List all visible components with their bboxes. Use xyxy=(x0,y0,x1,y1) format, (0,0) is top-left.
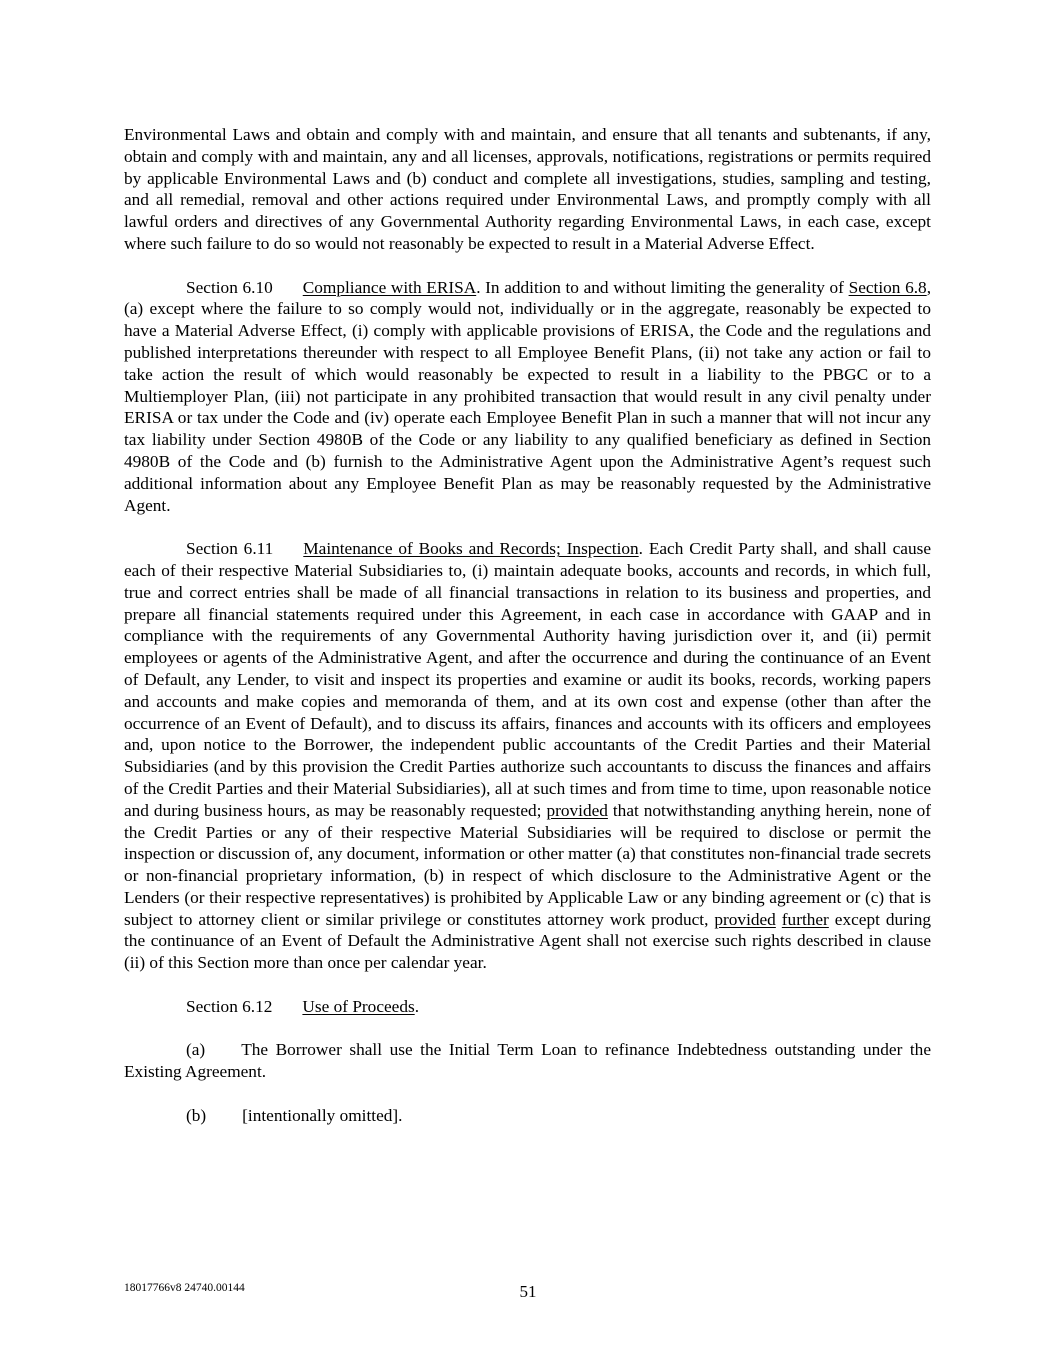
clause-b xyxy=(124,1105,931,1127)
section-6-10-number: Section 6.10 xyxy=(186,277,273,297)
section-6-8-reference: Section 6.8 xyxy=(848,277,927,297)
clause-b-text: [intentionally omitted]. xyxy=(242,1105,403,1125)
section-6-11-number: Section 6.11 xyxy=(186,539,274,559)
clause-a-label: (a) xyxy=(186,1040,206,1060)
section-6-11: Section 6.11 Maintenance of Books and Records; Inspection. Each Credit Party shall, and shall cause each of their respective Material Subsidiaries to, (i) maintain adequate books, accounts and records, in which full, true and correct entries shall be made of all financial transactions in relation to its business and properties, and prepare all financial statements required under this Agreement, in each case in accordance with GAAP and in compliance with the requirements of any Governmental Authority having jurisdiction over it, and (ii) permit employees or agents of the Administrative Agent, and after the occurrence and during the continuance of an Event of Default, any Lender, to visit and inspect its properties and examine or audit its books, records, working papers and accounts and make copies and memoranda of them, and at its own cost and expense (other than after the occurrence of an Event of Default), and to discuss its affairs, finances and accounts with its officers and employees and, upon notice to the Borrower, the independent public accountants of the Credit Parties and their Material Subsidiaries (and by this provision the Credit Parties authorize such accountants to discuss the finances and affairs of the Credit Parties and their Material Subsidiaries), all at such times and from time to time, upon reasonable notice and during business hours, as may be reasonably requested; provided that notwithstanding anything herein, none of the Credit Parties or any of their respective Material Subsidiaries will be required to disclose or permit the inspection or discussion of, any document, information or other matter (a) that constitutes non-financial trade secrets or non-financial proprietary information, (b) in respect of which disclosure to the Administrative Agent or the Lenders (or their respective representatives) is prohibited by Applicable Law or any binding agreement or (c) that is subject to attorney client or similar privilege or constitutes attorney work product, provided further except during the continuance of an Event of Default the Administrative Agent shall not exercise such rights described in clause (ii) of this Section more than once per calendar year. xyxy=(124,539,931,973)
document-id: 18017766v8 24740.00144 xyxy=(124,1282,245,1294)
further-term: further xyxy=(781,909,829,929)
clause-a-text: The Borrower shall use the Initial Term Loan to refinance Indebtedness outstanding under the Existing Agreement. xyxy=(124,1040,931,1082)
section-6-10: Section 6.10 Compliance with ERISA. In addition to and without limiting the generality of Section 6.8, (a) except where the failure to so comply would not, individually or in the aggregate, reasonably be expected to have a Material Adverse Effect, (i) comply with applicable provisions of ERISA, the Code and the regulations and published interpretations thereunder with respect to all Employee Benefit Plans, (ii) not take any action or fail to take action the result of which would reasonably be expected to result in a liability to the PBGC or to a Multiemployer Plan, (iii) not participate in any prohibited transaction that would result in any civil penalty under ERISA or tax under the Code and (iv) operate each Employee Benefit Plan in such a manner that will not incur any tax liability under Section 4980B of the Code or any liability to any qualified beneficiary as defined in Section 4980B of the Code and (b) furnish to the Administrative Agent upon the Administrative Agent’s request such additional information about any Employee Benefit Plan as may be reasonably requested by the Administrative Agent. xyxy=(124,277,932,515)
provided-term: provided xyxy=(714,909,776,929)
clause-a xyxy=(124,1039,931,1083)
section-6-12: Section 6.12 Use of Proceeds. xyxy=(186,996,420,1016)
section-6-12-heading: Use of Proceeds xyxy=(302,996,415,1016)
section-6-11-heading: Maintenance of Books and Records; Inspection xyxy=(303,539,639,559)
document-body xyxy=(124,124,931,1148)
section-6-10-heading: Compliance with ERISA xyxy=(302,277,477,297)
page-number: 51 xyxy=(519,1282,537,1301)
section-6-12-number: Section 6.12 xyxy=(186,996,273,1016)
carryover-paragraph: Environmental Laws and obtain and comply with and maintain, and ensure that all tenants and subtenants, if any, obtain and comply with and maintain, any and all licenses, approvals, notifications, registrations or permits required by applicable Environmental Laws and (b) conduct and complete all investigations, studies, sampling and testing, and all remedial, removal and other actions required under Environmental Laws, and promptly comply with all lawful orders and directives of any Governmental Authority regarding Environmental Laws, in each case, except where such failure to do so would not reasonably be expected to result in a Material Adverse Effect. xyxy=(124,125,931,253)
clause-b-label: (b) xyxy=(186,1105,207,1125)
provided-term: provided xyxy=(546,800,608,820)
